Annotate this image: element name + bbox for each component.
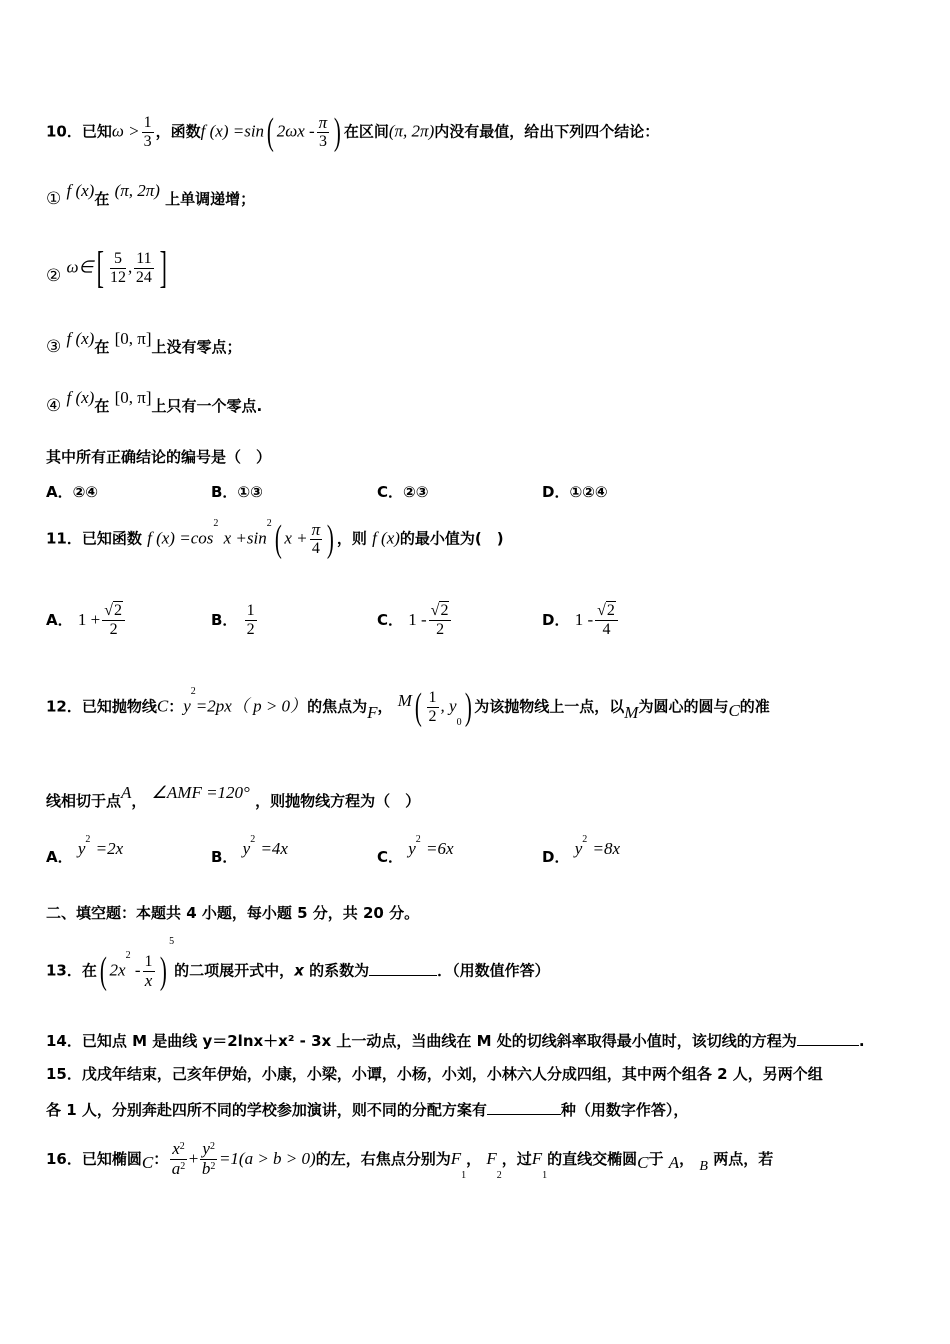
math: f (x) — [66, 388, 95, 407]
math: （ p > 0） — [231, 696, 308, 716]
q10-pi-fraction — [317, 114, 330, 151]
paren-right: ) — [334, 111, 342, 153]
text: 的最小值为( ) — [399, 529, 504, 548]
q14-answer-blank[interactable] — [797, 1045, 859, 1046]
q10-condition: ω > — [111, 121, 140, 141]
text: 上没有零点； — [151, 338, 242, 356]
q10-interval: (π, 2π) — [388, 121, 435, 141]
q10-option-d[interactable]: D．①②④ — [542, 483, 608, 501]
fraction — [310, 521, 323, 558]
paren-right: ) — [327, 518, 334, 560]
superscript: 2 — [85, 834, 91, 845]
math: - — [130, 960, 141, 980]
denominator: 2 — [428, 707, 437, 725]
q13-stem — [46, 936, 550, 992]
q11-option-a[interactable] — [46, 602, 127, 639]
math: F — [450, 1149, 462, 1168]
paren-left: ( — [99, 950, 107, 992]
q15-line2 — [46, 1099, 688, 1120]
q14-stem — [46, 1030, 865, 1051]
math: =6x — [426, 839, 454, 858]
math: [0, π] — [114, 329, 152, 348]
math: [0, π] — [114, 388, 152, 407]
numerator — [429, 602, 452, 621]
math: y — [574, 839, 583, 858]
numerator: 5 — [110, 250, 126, 269]
denominator — [200, 1160, 217, 1179]
math: x — [172, 1139, 180, 1158]
denominator: 24 — [135, 268, 152, 286]
text: ，过 — [501, 1150, 532, 1168]
denominator: 12 — [109, 268, 126, 286]
marker: ② — [46, 265, 62, 285]
label: B． — [211, 611, 238, 629]
denominator: 3 — [143, 132, 152, 150]
bracket-left: [ — [96, 243, 105, 292]
superscript: 2 — [190, 686, 196, 697]
superscript: 2 — [210, 1161, 216, 1172]
math: B — [699, 1159, 708, 1174]
math: F — [531, 1149, 543, 1168]
text: 的准 — [739, 697, 770, 716]
math: =2x — [95, 839, 124, 858]
q10-text: 在区间 — [343, 122, 389, 141]
superscript: 2 — [582, 834, 588, 845]
fraction — [595, 602, 618, 639]
math: M — [397, 690, 412, 710]
superscript: 2 — [213, 518, 219, 529]
numerator — [595, 602, 618, 621]
math: C — [728, 700, 740, 720]
text: 在 — [94, 397, 110, 415]
plus: + — [188, 1149, 199, 1168]
fraction — [429, 602, 452, 639]
math: =1(a > b > 0) — [218, 1149, 316, 1168]
math: =4x — [260, 839, 288, 858]
q16-number: 16． — [46, 1150, 82, 1168]
q10-statement-4 — [46, 388, 263, 416]
math: A — [121, 783, 132, 802]
text: ，则 — [336, 529, 367, 548]
q10-statement-1 — [46, 181, 256, 209]
math: x — [294, 961, 304, 980]
denominator: 2 — [109, 621, 118, 638]
math: f (x) — [66, 181, 95, 200]
q10-number: 10． — [46, 122, 82, 141]
text: 14．已知点 M 是曲线 y＝2lnx＋x² - 3x 上一动点，当曲线在 M 处的切线斜率取得最小值时，该切线的方程为 — [46, 1032, 797, 1050]
text: 线相切于点 — [46, 792, 122, 810]
fraction — [245, 602, 257, 639]
math: a — [171, 1159, 181, 1178]
text: 的直线交椭圆 — [547, 1150, 638, 1168]
q12-option-c[interactable] — [377, 834, 454, 867]
subscript: 1 — [461, 1170, 467, 1181]
math: f (x) — [66, 329, 95, 348]
radicand: 2 — [606, 602, 615, 619]
text: 在 — [81, 961, 97, 980]
math: 1 - — [574, 610, 594, 629]
q10-stem — [46, 113, 659, 151]
denominator: 4 — [602, 621, 611, 638]
math: F — [367, 702, 378, 722]
superscript: 2 — [266, 518, 272, 529]
superscript: 2 — [179, 1141, 185, 1152]
radicand: 2 — [113, 602, 122, 619]
text: 各 1 人，分别奔赴四所不同的学校参加演讲，则不同的分配方案有 — [46, 1101, 487, 1119]
fraction — [143, 953, 155, 990]
superscript: 2 — [250, 834, 256, 845]
bracket-right: ] — [159, 243, 167, 292]
paren-left: ( — [414, 686, 422, 728]
math: M — [624, 702, 639, 722]
superscript: 2 — [125, 950, 131, 961]
superscript: 5 — [169, 936, 175, 947]
math: x +sin — [223, 528, 267, 548]
numerator: π — [318, 112, 328, 132]
sqrt: √2 — [597, 602, 615, 619]
text: ： — [153, 1150, 169, 1168]
q10-statement-2 — [46, 243, 170, 292]
superscript: 2 — [209, 1141, 215, 1152]
math: b — [201, 1159, 211, 1178]
q12-stem — [46, 688, 770, 726]
label: C． — [377, 848, 404, 866]
q12-option-d[interactable] — [542, 834, 620, 867]
text: 已知椭圆 — [81, 1150, 142, 1168]
paren-left: ( — [274, 518, 282, 560]
q13-answer-blank[interactable] — [369, 975, 437, 976]
numerator: 1 — [144, 952, 153, 970]
numerator: 1 — [143, 113, 152, 131]
text: 上单调递增； — [165, 190, 256, 208]
q12-option-b[interactable] — [211, 834, 288, 867]
text: ， — [131, 792, 147, 810]
q12-number: 12． — [46, 697, 82, 716]
math: C — [156, 696, 169, 716]
subscript: 2 — [496, 1170, 502, 1181]
text: 在 — [94, 190, 110, 208]
math: y — [202, 1139, 210, 1158]
label: B． — [211, 848, 238, 866]
text: 的系数为 — [303, 961, 370, 980]
q10-text: ，函数 — [155, 122, 201, 141]
fraction — [427, 689, 439, 726]
q11-option-d[interactable] — [542, 602, 620, 639]
text: 上只有一个零点. — [151, 397, 263, 415]
text: 已知函数 — [81, 529, 142, 548]
text: 两点，若 — [713, 1150, 774, 1168]
text: 在 — [94, 338, 110, 356]
q10-option-c[interactable]: C．②③ — [377, 483, 429, 501]
q12-stem-line2 — [46, 783, 421, 811]
math: 1 - — [408, 610, 427, 629]
q10-text: 内没有最值，给出下列四个结论： — [434, 122, 660, 141]
numerator: π — [311, 519, 321, 539]
q16-stem — [46, 1140, 773, 1179]
section-heading: 二、填空题：本题共 4 小题，每小题 5 分，共 20 分。 — [46, 904, 420, 922]
math: y — [183, 696, 191, 716]
math: y — [77, 839, 86, 858]
q10-question: 其中所有正确结论的编号是（ ） — [46, 448, 272, 466]
marker: ③ — [46, 337, 62, 356]
text: ， — [466, 1150, 482, 1168]
q10-cond-fraction — [142, 114, 154, 151]
sqrt: √2 — [104, 602, 122, 619]
math: 2x — [109, 960, 126, 980]
radicand: 2 — [440, 602, 449, 619]
fraction — [200, 1140, 217, 1179]
comma: , — [127, 257, 133, 277]
sqrt: √2 — [430, 602, 449, 619]
q10-text: 已知 — [81, 122, 112, 141]
q11-option-b[interactable] — [211, 602, 259, 639]
q13-number: 13． — [46, 961, 82, 980]
label: A． — [46, 611, 73, 629]
q10-function-inner: 2ωx - — [276, 121, 315, 141]
paren-left: ( — [266, 111, 274, 153]
math: f (x) — [372, 528, 400, 548]
math: F — [486, 1149, 497, 1168]
q10-option-a[interactable]: A．②④ — [46, 483, 99, 501]
label: C． — [377, 611, 404, 629]
math: , y — [440, 696, 457, 716]
numerator — [200, 1140, 217, 1160]
text: ： — [168, 697, 184, 716]
fraction — [134, 250, 153, 287]
q11-stem — [46, 520, 504, 558]
subscript: 0 — [456, 717, 462, 728]
superscript: 2 — [415, 834, 421, 845]
math: ∠AMF =120° — [151, 783, 250, 802]
paren-right: ) — [464, 686, 472, 728]
math: y — [408, 839, 416, 858]
text: 种（用数字作答）， — [560, 1101, 689, 1119]
q10-option-b[interactable]: B．①③ — [211, 483, 263, 501]
text: ， — [679, 1150, 695, 1168]
fraction — [170, 1140, 187, 1179]
q11-option-c[interactable] — [377, 602, 453, 639]
math: =2px — [195, 696, 232, 716]
fraction — [102, 602, 125, 639]
math: (π, 2π) — [114, 181, 160, 200]
math: 1 + — [77, 610, 101, 629]
q10-function: f (x) =sin — [200, 121, 265, 141]
denominator: 4 — [311, 539, 320, 557]
paren-right: ) — [159, 950, 167, 992]
q10-statement-3 — [46, 329, 242, 357]
q11-number: 11． — [46, 529, 82, 548]
q12-option-a[interactable] — [46, 834, 124, 867]
math: C — [637, 1153, 649, 1172]
numerator: 1 — [428, 688, 437, 706]
numerator: 1 — [246, 602, 255, 619]
text: 已知抛物线 — [81, 697, 157, 716]
denominator: 2 — [436, 621, 445, 638]
fraction — [110, 250, 126, 287]
math: C — [141, 1153, 154, 1172]
math: x + — [284, 528, 308, 548]
math: ω∈ — [66, 257, 94, 277]
math: y — [242, 839, 251, 858]
denominator: x — [144, 970, 153, 990]
text: ，则抛物线方程为（ ） — [255, 792, 421, 810]
marker: ① — [46, 189, 62, 208]
text: ， — [377, 697, 393, 716]
numerator: 11 — [136, 249, 152, 267]
math: f (x) =cos — [147, 528, 214, 548]
label: D． — [542, 611, 570, 629]
label: D． — [542, 848, 570, 866]
label: A． — [46, 848, 73, 866]
marker: ④ — [46, 396, 62, 415]
superscript: 2 — [180, 1161, 186, 1172]
denominator — [170, 1160, 187, 1179]
numerator — [170, 1140, 187, 1160]
text: 的焦点为 — [307, 697, 368, 716]
math: A — [668, 1153, 680, 1172]
denominator: 3 — [318, 132, 327, 150]
text: 为该抛物线上一点，以 — [474, 697, 625, 716]
numerator — [102, 602, 125, 621]
denominator: 2 — [246, 621, 255, 638]
text: ．（用数值作答） — [437, 961, 550, 980]
q15-answer-blank[interactable] — [487, 1114, 561, 1115]
text: 的二项展开式中， — [174, 961, 295, 980]
q15-line1: 15．戊戌年结束，己亥年伊始，小康，小梁，小谭，小杨，小刘，小林六人分成四组，其中两个组各 2 人，另两个组 — [46, 1065, 823, 1083]
math: =8x — [592, 839, 620, 858]
text: 为圆心的圆与 — [638, 697, 729, 716]
subscript: 1 — [542, 1170, 548, 1181]
text: . — [858, 1032, 865, 1050]
text: 于 — [648, 1150, 664, 1168]
text: 的左，右焦点分别为 — [315, 1150, 451, 1168]
